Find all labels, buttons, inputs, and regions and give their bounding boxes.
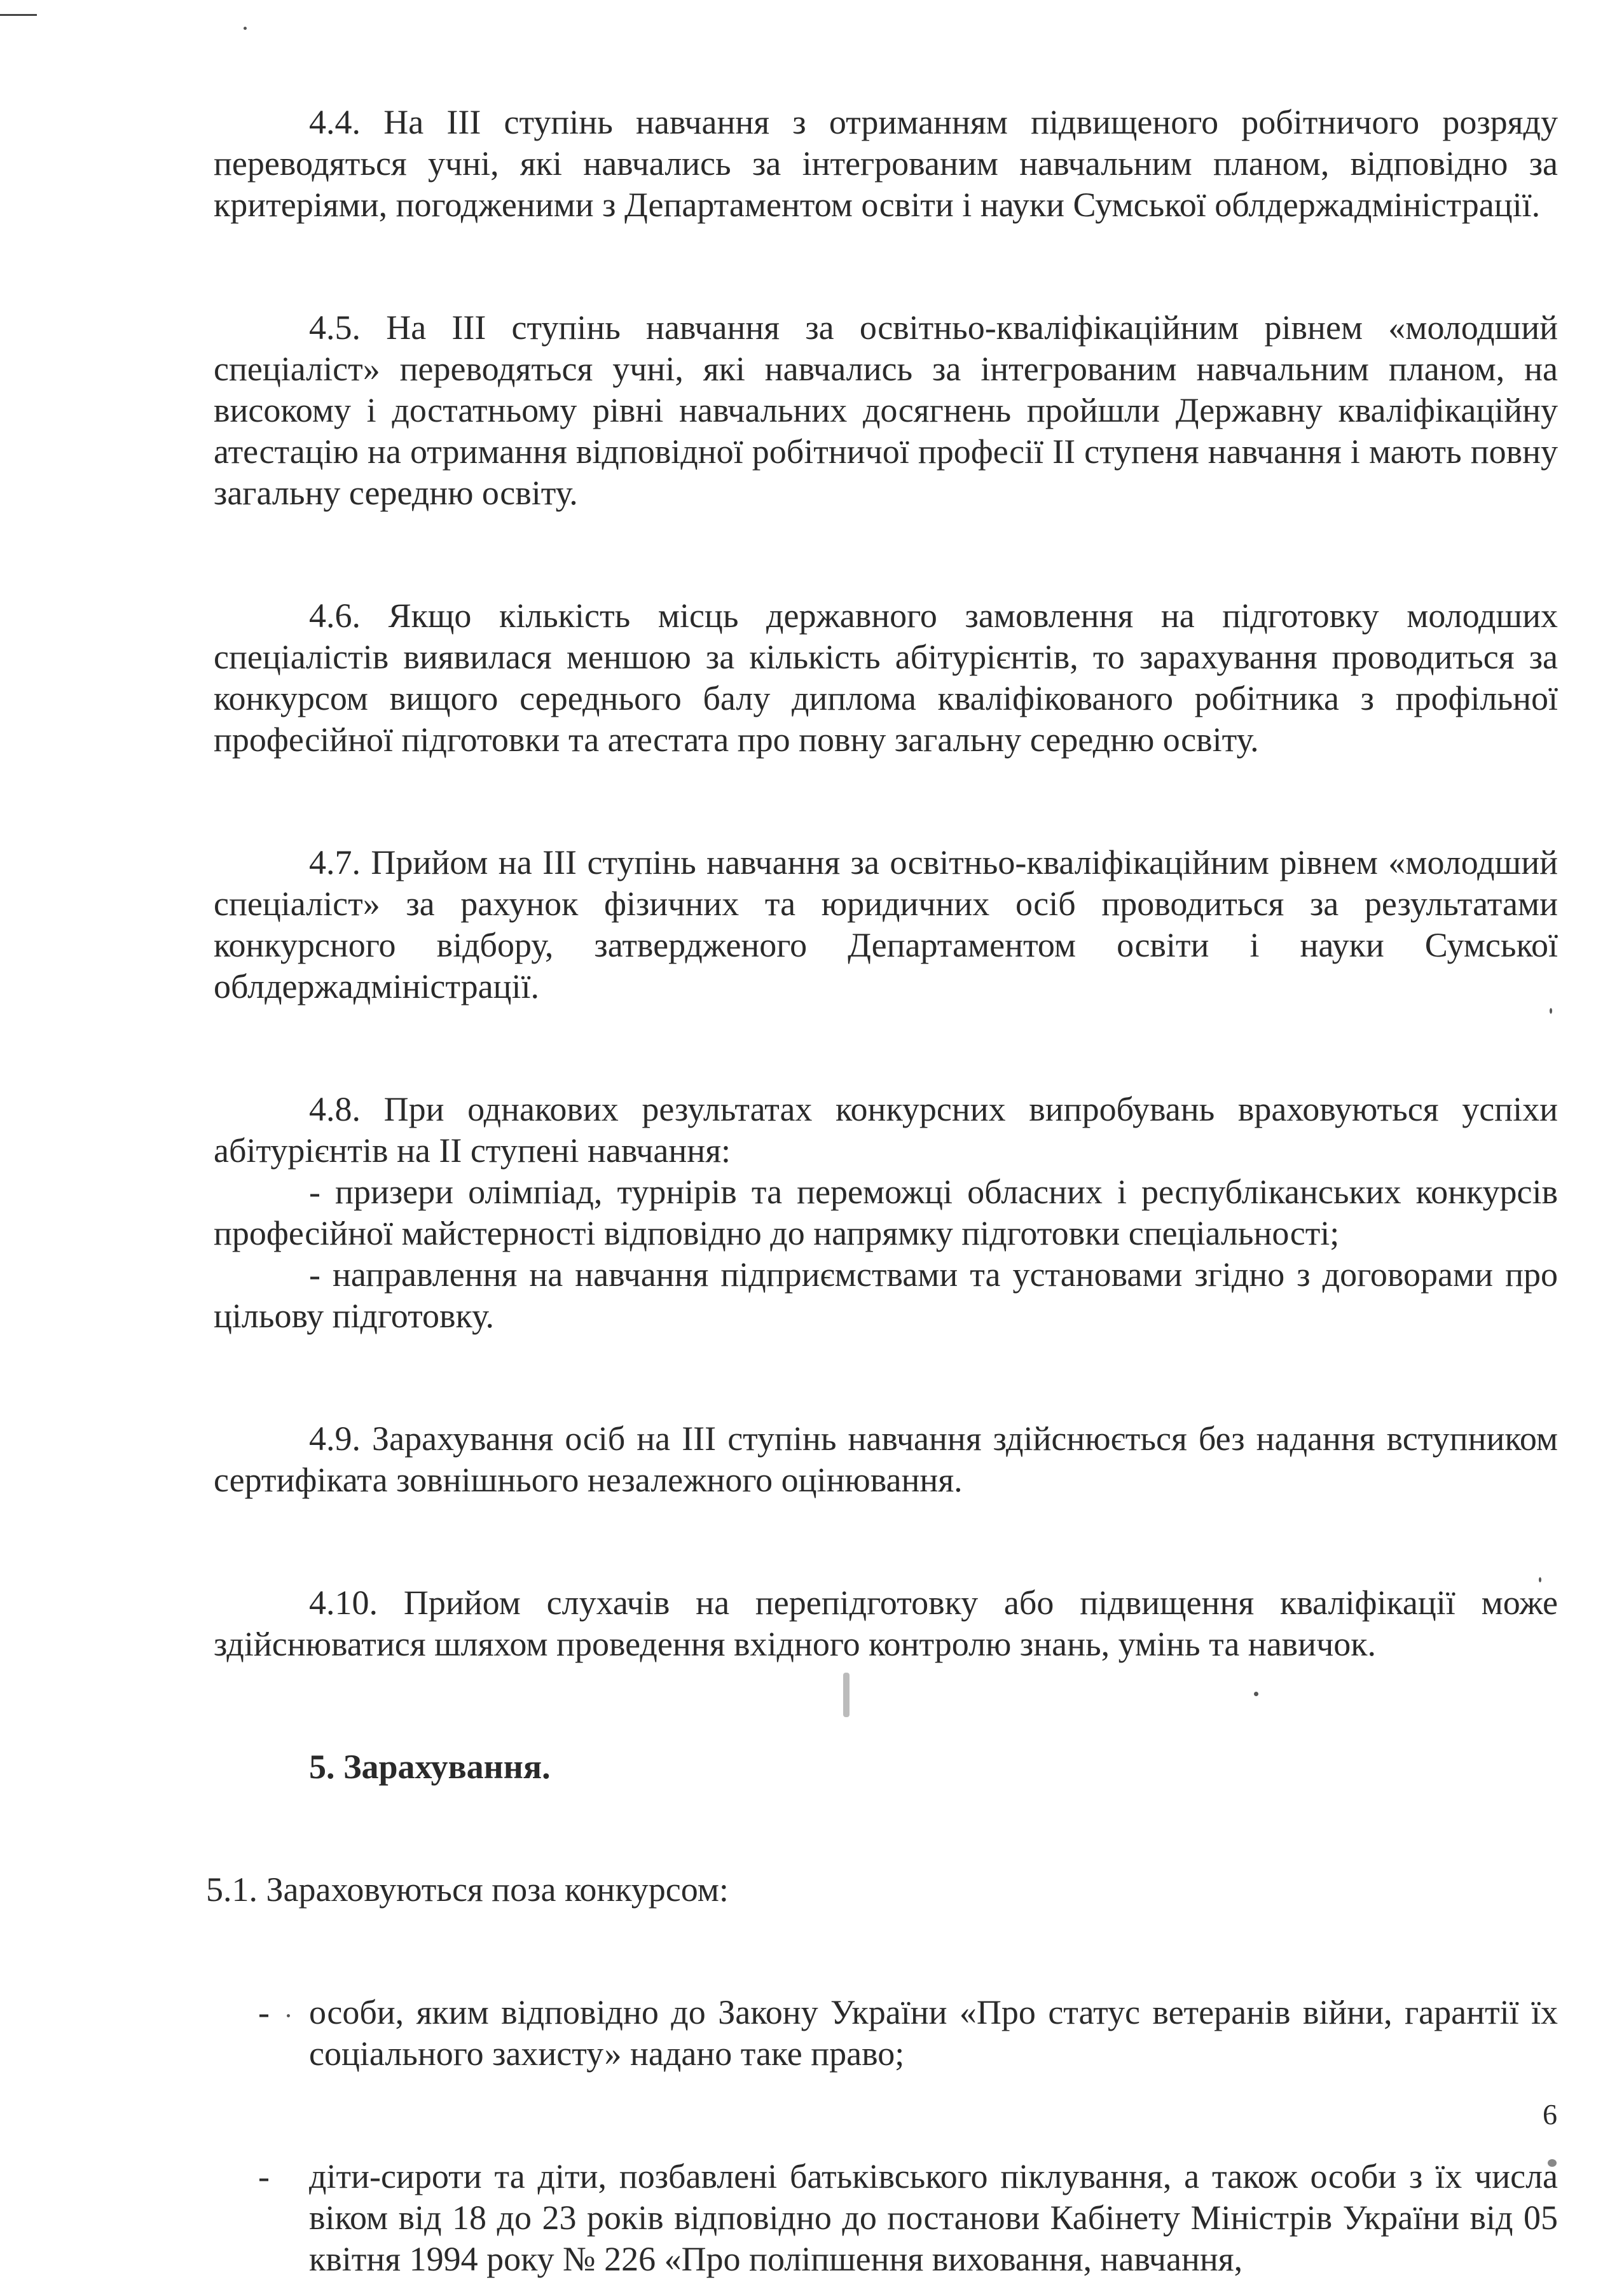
page-number: 6 [1543,2098,1557,2131]
paragraph-4-6: 4.6. Якщо кількість місць державного замовлення на підготовку молодших спеціалістів виявилася меншою за кількість абітурієнтів, то зарахування проводиться за конкурсом вищого середнього балу диплома кваліфікованого робітника з профільної професійної підготовки та атестата про повну загальну середню освіту. [214,597,1558,759]
scan-edge-mark [0,14,37,16]
paragraph-4-7: 4.7. Прийом на ІІІ ступінь навчання за освітньо-кваліфікаційним рівнем «молодший спеціаліст» за рахунок фізичних та юридичних осіб проводиться за результатами конкурсного відбору, затвердженого Департаментом освіти і науки Сумської облдержадміністрації. [214,843,1558,1005]
paragraph-4-8-item-prizewinners: - призери олімпіад, турнірів та переможці обласних і республіканських конкурсів професійної майстерності відповідно до напрямку підготовки спеціальності; [214,1173,1558,1252]
list-item-text: особи, яким відповідно до Закону України «Про статус ветеранів війни, гарантії їх соціального захисту» надано таке право; [309,1993,1558,2073]
list-bullet: - [258,1993,270,2031]
list-bullet: - [258,2157,270,2195]
paragraph-5-1: 5.1. Зараховуються поза конкурсом: [206,1870,729,1909]
list-item-text: діти-сироти та діти, позбавлені батьківського піклування, а також особи з їх числа віком від 18 до 23 років відповідно до постанови Кабінету Міністрів України від 05 квітня 1994 року № 226 «Про поліпшення виховання, навчання, [309,2157,1558,2278]
paragraph-4-9: 4.9. Зарахування осіб на ІІІ ступінь навчання здійснюється без надання вступником сертифіката зовнішнього незалежного оцінювання. [214,1420,1558,1499]
paragraph-4-8: 4.8. При однакових результатах конкурсних випробувань враховуються успіхи абітурієнтів на ІІ ступені навчання: [214,1090,1558,1170]
scan-speck [244,27,247,30]
document-body [206,102,1558,2280]
paragraph-4-4: 4.4. На ІІІ ступінь навчання з отриманням підвищеного робітничого розряду переводяться учні, які навчались за інтегрованим навчальним планом, відповідно за критеріями, погодженими з Департаментом освіти і науки Сумської облдержадміністрації. [214,103,1558,224]
list-item [214,2156,1558,2280]
section-5-heading: 5. Зарахування. [309,1748,551,1786]
paragraph-4-10: 4.10. Прийом слухачів на перепідготовку або підвищення кваліфікації може здійснюватися шляхом проведення вхідного контролю знань, умінь та навичок. [214,1584,1558,1663]
list-item [214,1992,1558,2075]
paragraph-4-5: 4.5. На ІІІ ступінь навчання за освітньо-кваліфікаційним рівнем «молодший спеціаліст» переводяться учні, які навчались за інтегрованим навчальним планом, на високому і достатньому рівні навчальних досягнень пройшли Державну кваліфікаційну атестацію на отримання відповідної робітничої професії ІІ ступеня навчання і мають повну загальну середню освіту. [214,308,1558,512]
paragraph-4-8-item-referrals: - направлення на навчання підприємствами та установами згідно з договорами про цільову підготовку. [214,1255,1558,1335]
